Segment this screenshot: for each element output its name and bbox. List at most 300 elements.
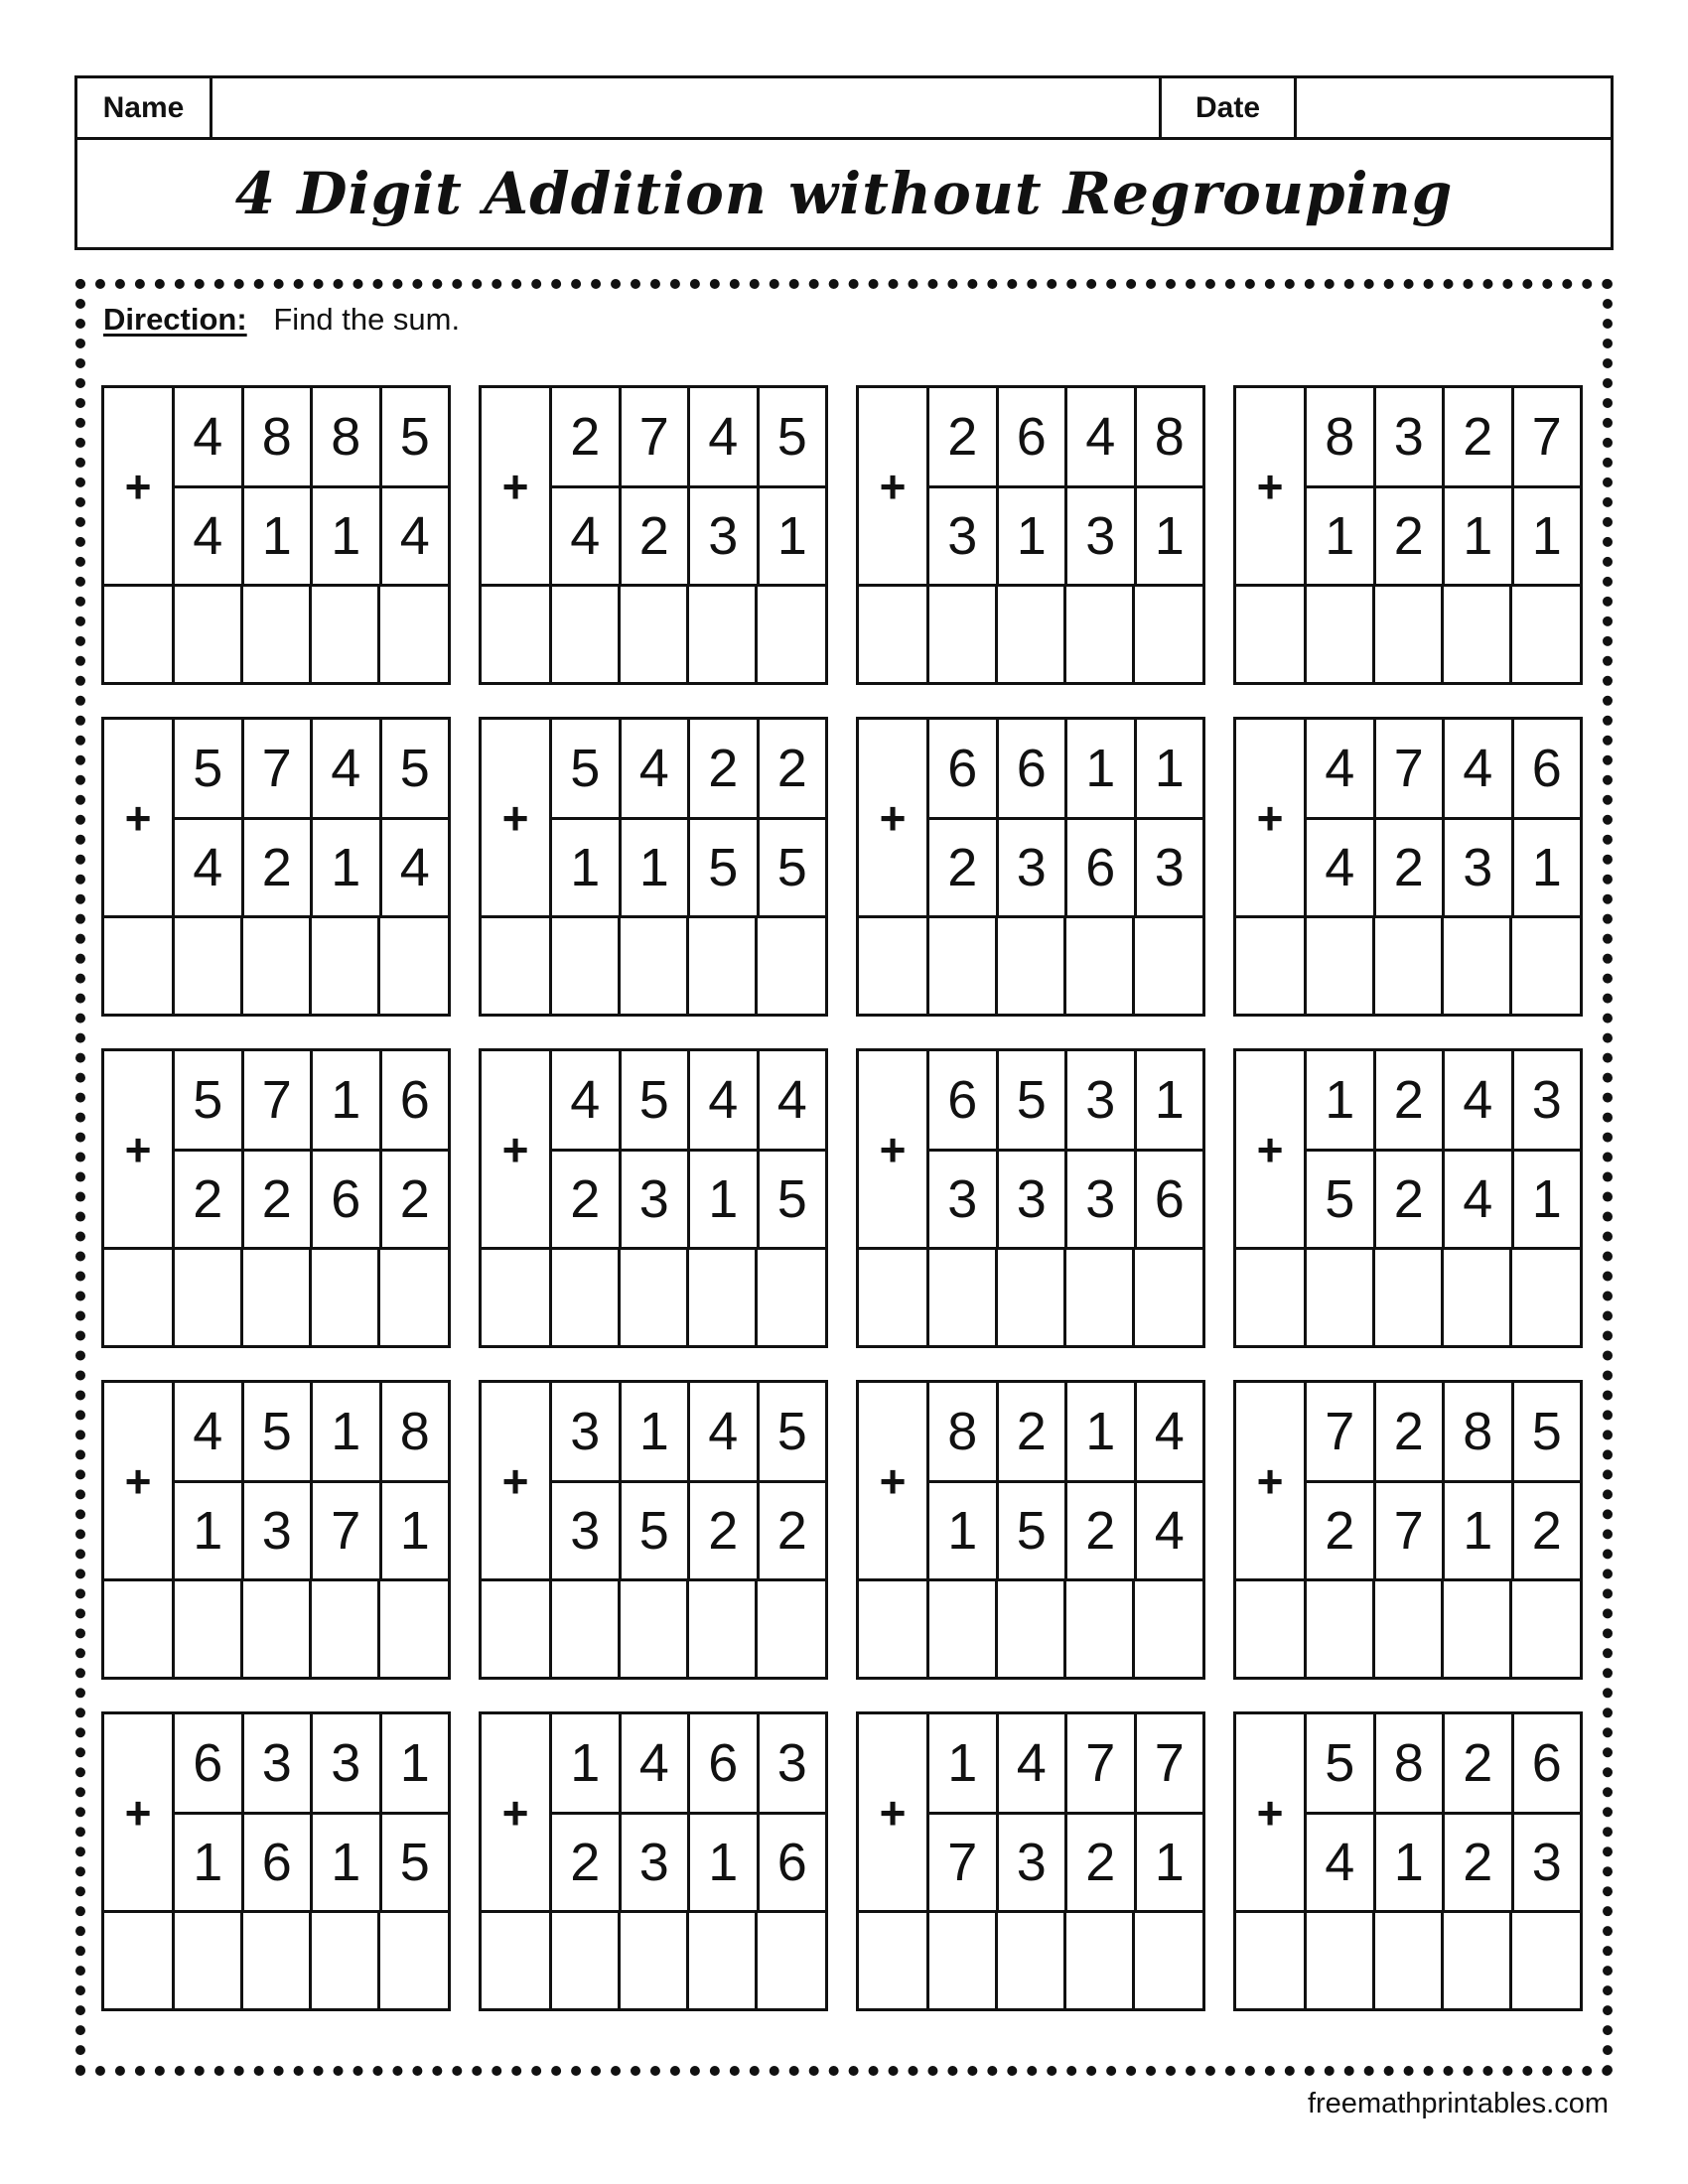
digit-cell: 5 [776, 407, 807, 467]
answer-carry-cell[interactable] [1236, 1250, 1307, 1348]
answer-digit-box[interactable] [243, 1250, 312, 1348]
answer-carry-cell[interactable] [482, 587, 552, 685]
digit-cell: 3 [1067, 1152, 1137, 1247]
answer-digit-box[interactable] [1307, 587, 1375, 685]
answer-digit-box[interactable] [175, 587, 243, 685]
addition-problem [479, 385, 828, 685]
digit-cell: 3 [1067, 488, 1137, 584]
addend-top-row [175, 1714, 448, 1815]
plus-sign: + [1236, 1051, 1307, 1247]
answer-digit-box[interactable] [998, 918, 1066, 1017]
digit-cell: 7 [244, 1051, 314, 1149]
addend-top-row [552, 1714, 825, 1815]
answer-digit-box[interactable] [929, 1913, 998, 2011]
digit-cell: 2 [1067, 1483, 1137, 1578]
addend-top-row [1307, 1714, 1580, 1815]
answer-digit-box[interactable] [1444, 587, 1512, 685]
digit-cell: 3 [999, 1152, 1068, 1247]
answer-carry-cell[interactable] [104, 1913, 175, 2011]
digit-cell: 5 [622, 1051, 691, 1149]
answer-digit-box[interactable] [175, 1581, 243, 1680]
digit-cell: 2 [244, 820, 314, 915]
answer-carry-cell[interactable] [482, 1250, 552, 1348]
digit-cell: 5 [690, 820, 760, 915]
addend-top-row [552, 1051, 825, 1152]
answer-digit-box[interactable] [758, 587, 825, 685]
plus-sign: + [482, 388, 552, 584]
digit-cell: 2 [1376, 1383, 1446, 1480]
digit-cell: 3 [1531, 1833, 1562, 1892]
answer-digit-box[interactable] [1512, 587, 1580, 685]
plus-sign: + [859, 720, 929, 915]
answer-digit-box[interactable] [1135, 918, 1202, 1017]
addition-problem [101, 1380, 451, 1680]
answer-carry-cell[interactable] [1236, 587, 1307, 685]
addition-problem [1233, 1048, 1583, 1348]
addition-problem [856, 717, 1205, 1017]
digit-cell: 2 [690, 720, 760, 817]
answer-carry-cell[interactable] [859, 587, 929, 685]
answer-carry-cell[interactable] [859, 918, 929, 1017]
digit-cell: 7 [622, 388, 691, 485]
digit-cell: 4 [175, 488, 244, 584]
digit-cell: 4 [999, 1714, 1068, 1812]
plus-sign: + [104, 720, 175, 915]
digit-cell: 3 [1531, 1070, 1562, 1130]
digit-cell: 3 [313, 1714, 382, 1812]
answer-carry-cell[interactable] [859, 1581, 929, 1680]
digit-cell: 1 [1067, 720, 1137, 817]
answer-digit-box[interactable] [621, 918, 689, 1017]
digit-cell: 6 [399, 1070, 430, 1130]
addend-bottom-row [929, 1815, 1202, 1910]
answer-digit-box[interactable] [1375, 1913, 1444, 2011]
addend-top-row [1307, 388, 1580, 488]
addend-top-row [552, 1383, 825, 1483]
digit-cell: 7 [1154, 1733, 1185, 1793]
answer-digit-box[interactable] [1135, 587, 1202, 685]
addend-top-row [929, 388, 1202, 488]
digit-cell: 1 [175, 1483, 244, 1578]
answer-digit-box[interactable] [1066, 918, 1135, 1017]
digit-cell: 5 [244, 1383, 314, 1480]
digit-cell: 1 [1445, 488, 1514, 584]
digit-cell: 6 [1154, 1169, 1185, 1229]
digit-cell: 4 [690, 1051, 760, 1149]
answer-carry-cell[interactable] [482, 1913, 552, 2011]
digit-cell: 7 [1067, 1714, 1137, 1812]
addend-top-row [552, 720, 825, 820]
digit-cell: 4 [1307, 820, 1376, 915]
plus-sign: + [1236, 1714, 1307, 1910]
answer-digit-box[interactable] [998, 1581, 1066, 1680]
digit-cell: 6 [244, 1815, 314, 1910]
digit-cell: 5 [776, 1169, 807, 1229]
answer-digit-box[interactable] [552, 1581, 621, 1680]
answer-carry-cell[interactable] [1236, 1581, 1307, 1680]
answer-row [859, 1247, 1202, 1348]
addend-top-row [175, 720, 448, 820]
answer-digit-box[interactable] [243, 1913, 312, 2011]
digit-cell: 2 [552, 1815, 622, 1910]
answer-row [104, 1578, 448, 1680]
digit-cell: 2 [776, 1501, 807, 1561]
answer-digit-box[interactable] [1307, 1250, 1375, 1348]
answer-digit-box[interactable] [552, 587, 621, 685]
digit-cell: 5 [1307, 1152, 1376, 1247]
digit-cell: 5 [999, 1483, 1068, 1578]
answer-digit-box[interactable] [552, 1913, 621, 2011]
answer-digit-box[interactable] [689, 587, 758, 685]
plus-sign: + [1236, 388, 1307, 584]
digit-cell: 5 [776, 838, 807, 897]
digit-cell: 2 [1445, 388, 1514, 485]
answer-digit-box[interactable] [758, 1250, 825, 1348]
answer-digit-box[interactable] [1066, 1250, 1135, 1348]
digit-cell: 2 [1307, 1483, 1376, 1578]
addition-problem [101, 1711, 451, 2011]
addition-problem [479, 1048, 828, 1348]
digit-cell: 8 [1376, 1714, 1446, 1812]
digit-cell: 1 [1376, 1815, 1446, 1910]
answer-digit-box[interactable] [1444, 1581, 1512, 1680]
digit-cell: 6 [313, 1152, 382, 1247]
answer-digit-box[interactable] [1512, 1581, 1580, 1680]
addition-problem [856, 1380, 1205, 1680]
answer-digit-box[interactable] [175, 1913, 243, 2011]
answer-digit-box[interactable] [312, 1913, 380, 2011]
answer-row [482, 1910, 825, 2011]
addend-top-row [929, 720, 1202, 820]
answer-row [1236, 1578, 1580, 1680]
answer-digit-box[interactable] [1444, 918, 1512, 1017]
answer-row [1236, 915, 1580, 1017]
answer-digit-box[interactable] [758, 1913, 825, 2011]
answer-digit-box[interactable] [929, 918, 998, 1017]
answer-digit-box[interactable] [380, 587, 448, 685]
answer-digit-box[interactable] [1375, 918, 1444, 1017]
digit-cell: 2 [552, 1152, 622, 1247]
answer-digit-box[interactable] [380, 1581, 448, 1680]
digit-cell: 4 [776, 1070, 807, 1130]
date-field[interactable] [1297, 78, 1611, 137]
answer-carry-cell[interactable] [104, 1581, 175, 1680]
digit-cell: 1 [175, 1815, 244, 1910]
addend-top-row [1307, 720, 1580, 820]
answer-carry-cell[interactable] [859, 1250, 929, 1348]
digit-cell: 1 [622, 820, 691, 915]
direction-label: Direction: [103, 302, 247, 337]
addend-bottom-row [175, 1815, 448, 1910]
digit-cell: 7 [1307, 1383, 1376, 1480]
addition-problem [856, 1711, 1205, 2011]
digit-cell: 2 [929, 820, 999, 915]
digit-cell: 1 [1307, 1051, 1376, 1149]
answer-digit-box[interactable] [175, 918, 243, 1017]
digit-cell: 4 [690, 1383, 760, 1480]
name-date-row [77, 78, 1611, 140]
answer-digit-box[interactable] [1512, 1913, 1580, 2011]
addend-bottom-row [1307, 820, 1580, 915]
answer-digit-box[interactable] [312, 587, 380, 685]
addend-bottom-row [929, 820, 1202, 915]
addend-bottom-row [1307, 1815, 1580, 1910]
digit-cell: 3 [690, 488, 760, 584]
answer-digit-box[interactable] [1135, 1250, 1202, 1348]
addend-top-row [929, 1714, 1202, 1815]
answer-digit-box[interactable] [1135, 1581, 1202, 1680]
answer-digit-box[interactable] [243, 918, 312, 1017]
answer-digit-box[interactable] [1444, 1250, 1512, 1348]
digit-cell: 1 [399, 1501, 430, 1561]
digit-cell: 3 [622, 1152, 691, 1247]
addend-top-row [552, 388, 825, 488]
plus-sign: + [104, 1383, 175, 1578]
answer-digit-box[interactable] [758, 918, 825, 1017]
answer-digit-box[interactable] [380, 1913, 448, 2011]
digit-cell: 2 [1445, 1815, 1514, 1910]
digit-cell: 1 [1154, 739, 1185, 798]
digit-cell: 6 [1531, 1733, 1562, 1793]
answer-carry-cell[interactable] [859, 1913, 929, 2011]
addend-bottom-row [552, 820, 825, 915]
digit-cell: 1 [313, 488, 382, 584]
answer-digit-box[interactable] [689, 1250, 758, 1348]
plus-sign: + [1236, 720, 1307, 915]
digit-cell: 5 [399, 1833, 430, 1892]
answer-digit-box[interactable] [312, 918, 380, 1017]
answer-row [104, 584, 448, 685]
answer-digit-box[interactable] [1375, 1581, 1444, 1680]
answer-digit-box[interactable] [1307, 1581, 1375, 1680]
digit-cell: 5 [776, 1402, 807, 1461]
answer-digit-box[interactable] [1135, 1913, 1202, 2011]
digit-cell: 2 [1376, 820, 1446, 915]
answer-digit-box[interactable] [621, 1913, 689, 2011]
digit-cell: 1 [1154, 1833, 1185, 1892]
digit-cell: 1 [1154, 506, 1185, 566]
digit-cell: 4 [1307, 1815, 1376, 1910]
answer-carry-cell[interactable] [104, 918, 175, 1017]
addition-problem [101, 1048, 451, 1348]
date-label: Date [1162, 78, 1297, 137]
plus-sign: + [104, 388, 175, 584]
addition-problem [479, 717, 828, 1017]
digit-cell: 1 [776, 506, 807, 566]
digit-cell: 2 [244, 1152, 314, 1247]
addend-bottom-row [175, 1483, 448, 1578]
answer-digit-box[interactable] [243, 1581, 312, 1680]
digit-cell: 1 [690, 1815, 760, 1910]
answer-carry-cell[interactable] [1236, 1913, 1307, 2011]
digit-cell: 3 [552, 1483, 622, 1578]
answer-digit-box[interactable] [689, 1913, 758, 2011]
plus-sign: + [482, 720, 552, 915]
answer-row [859, 584, 1202, 685]
name-field[interactable] [212, 78, 1162, 137]
digit-cell: 8 [929, 1383, 999, 1480]
digit-cell: 3 [999, 820, 1068, 915]
digit-cell: 4 [1154, 1501, 1185, 1561]
answer-row [104, 1247, 448, 1348]
addition-problem [1233, 1380, 1583, 1680]
digit-cell: 4 [622, 1714, 691, 1812]
answer-carry-cell[interactable] [1236, 918, 1307, 1017]
digit-cell: 5 [399, 739, 430, 798]
answer-row [859, 915, 1202, 1017]
addition-problem [479, 1380, 828, 1680]
answer-digit-box[interactable] [1512, 918, 1580, 1017]
answer-row [482, 1247, 825, 1348]
digit-cell: 8 [1445, 1383, 1514, 1480]
digit-cell: 1 [313, 820, 382, 915]
digit-cell: 1 [313, 1051, 382, 1149]
answer-digit-box[interactable] [243, 587, 312, 685]
answer-digit-box[interactable] [689, 1581, 758, 1680]
answer-digit-box[interactable] [929, 587, 998, 685]
digit-cell: 3 [622, 1815, 691, 1910]
answer-digit-box[interactable] [998, 587, 1066, 685]
answer-digit-box[interactable] [998, 1250, 1066, 1348]
digit-cell: 1 [552, 820, 622, 915]
addend-bottom-row [552, 1815, 825, 1910]
digit-cell: 3 [1154, 838, 1185, 897]
digit-cell: 7 [244, 720, 314, 817]
digit-cell: 4 [313, 720, 382, 817]
answer-digit-box[interactable] [1066, 1581, 1135, 1680]
plus-sign: + [104, 1714, 175, 1910]
addend-bottom-row [552, 488, 825, 584]
digit-cell: 2 [1376, 1051, 1446, 1149]
answer-digit-box[interactable] [175, 1250, 243, 1348]
digit-cell: 6 [1531, 739, 1562, 798]
digit-cell: 4 [1067, 388, 1137, 485]
addition-problem [101, 385, 451, 685]
answer-digit-box[interactable] [312, 1581, 380, 1680]
answer-digit-box[interactable] [380, 1250, 448, 1348]
digit-cell: 6 [929, 720, 999, 817]
problem-grid [101, 385, 1581, 2011]
answer-digit-box[interactable] [1066, 587, 1135, 685]
digit-cell: 1 [1067, 1383, 1137, 1480]
answer-carry-cell[interactable] [104, 1250, 175, 1348]
digit-cell: 1 [929, 1714, 999, 1812]
plus-sign: + [482, 1714, 552, 1910]
direction-line [103, 302, 460, 338]
digit-cell: 3 [929, 1152, 999, 1247]
answer-digit-box[interactable] [621, 587, 689, 685]
answer-row [104, 1910, 448, 2011]
answer-carry-cell[interactable] [104, 587, 175, 685]
answer-digit-box[interactable] [929, 1581, 998, 1680]
addend-bottom-row [929, 488, 1202, 584]
digit-cell: 1 [399, 1733, 430, 1793]
digit-cell: 1 [1154, 1070, 1185, 1130]
addition-problem [856, 385, 1205, 685]
addend-bottom-row [175, 820, 448, 915]
digit-cell: 5 [1307, 1714, 1376, 1812]
addend-top-row [1307, 1051, 1580, 1152]
digit-cell: 1 [1531, 838, 1562, 897]
digit-cell: 1 [929, 1483, 999, 1578]
worksheet-header [74, 75, 1614, 250]
digit-cell: 5 [175, 720, 244, 817]
digit-cell: 1 [313, 1383, 382, 1480]
digit-cell: 6 [175, 1714, 244, 1812]
answer-digit-box[interactable] [1066, 1913, 1135, 2011]
plus-sign: + [859, 1714, 929, 1910]
answer-digit-box[interactable] [689, 918, 758, 1017]
answer-digit-box[interactable] [1375, 1250, 1444, 1348]
digit-cell: 4 [175, 1383, 244, 1480]
digit-cell: 4 [690, 388, 760, 485]
answer-digit-box[interactable] [552, 1250, 621, 1348]
digit-cell: 4 [552, 1051, 622, 1149]
answer-digit-box[interactable] [998, 1913, 1066, 2011]
answer-digit-box[interactable] [1375, 587, 1444, 685]
answer-digit-box[interactable] [758, 1581, 825, 1680]
answer-carry-cell[interactable] [482, 1581, 552, 1680]
answer-row [482, 915, 825, 1017]
answer-row [482, 584, 825, 685]
digit-cell: 5 [622, 1483, 691, 1578]
digit-cell: 1 [1531, 506, 1562, 566]
answer-row [1236, 584, 1580, 685]
answer-row [482, 1578, 825, 1680]
answer-digit-box[interactable] [621, 1250, 689, 1348]
digit-cell: 4 [175, 820, 244, 915]
digit-cell: 1 [999, 488, 1068, 584]
digit-cell: 2 [1376, 488, 1446, 584]
answer-row [1236, 1910, 1580, 2011]
answer-digit-box[interactable] [1444, 1913, 1512, 2011]
addend-bottom-row [1307, 1483, 1580, 1578]
answer-carry-cell[interactable] [482, 918, 552, 1017]
digit-cell: 1 [552, 1714, 622, 1812]
answer-digit-box[interactable] [1307, 918, 1375, 1017]
addend-top-row [1307, 1383, 1580, 1483]
digit-cell: 6 [1067, 820, 1137, 915]
digit-cell: 3 [552, 1383, 622, 1480]
digit-cell: 6 [776, 1833, 807, 1892]
addend-top-row [929, 1051, 1202, 1152]
digit-cell: 2 [1376, 1152, 1446, 1247]
answer-digit-box[interactable] [380, 918, 448, 1017]
digit-cell: 7 [1531, 407, 1562, 467]
answer-row [859, 1578, 1202, 1680]
addend-bottom-row [1307, 488, 1580, 584]
digit-cell: 1 [1445, 1483, 1514, 1578]
digit-cell: 2 [399, 1169, 430, 1229]
answer-digit-box[interactable] [929, 1250, 998, 1348]
addend-bottom-row [552, 1152, 825, 1247]
addition-problem [1233, 1711, 1583, 2011]
answer-digit-box[interactable] [312, 1250, 380, 1348]
digit-cell: 7 [1376, 720, 1446, 817]
digit-cell: 4 [1154, 1402, 1185, 1461]
addend-top-row [929, 1383, 1202, 1483]
answer-digit-box[interactable] [1512, 1250, 1580, 1348]
digit-cell: 6 [999, 720, 1068, 817]
digit-cell: 4 [399, 506, 430, 566]
plus-sign: + [482, 1383, 552, 1578]
answer-digit-box[interactable] [552, 918, 621, 1017]
answer-digit-box[interactable] [621, 1581, 689, 1680]
digit-cell: 8 [244, 388, 314, 485]
answer-digit-box[interactable] [1307, 1913, 1375, 2011]
digit-cell: 6 [999, 388, 1068, 485]
digit-cell: 5 [552, 720, 622, 817]
